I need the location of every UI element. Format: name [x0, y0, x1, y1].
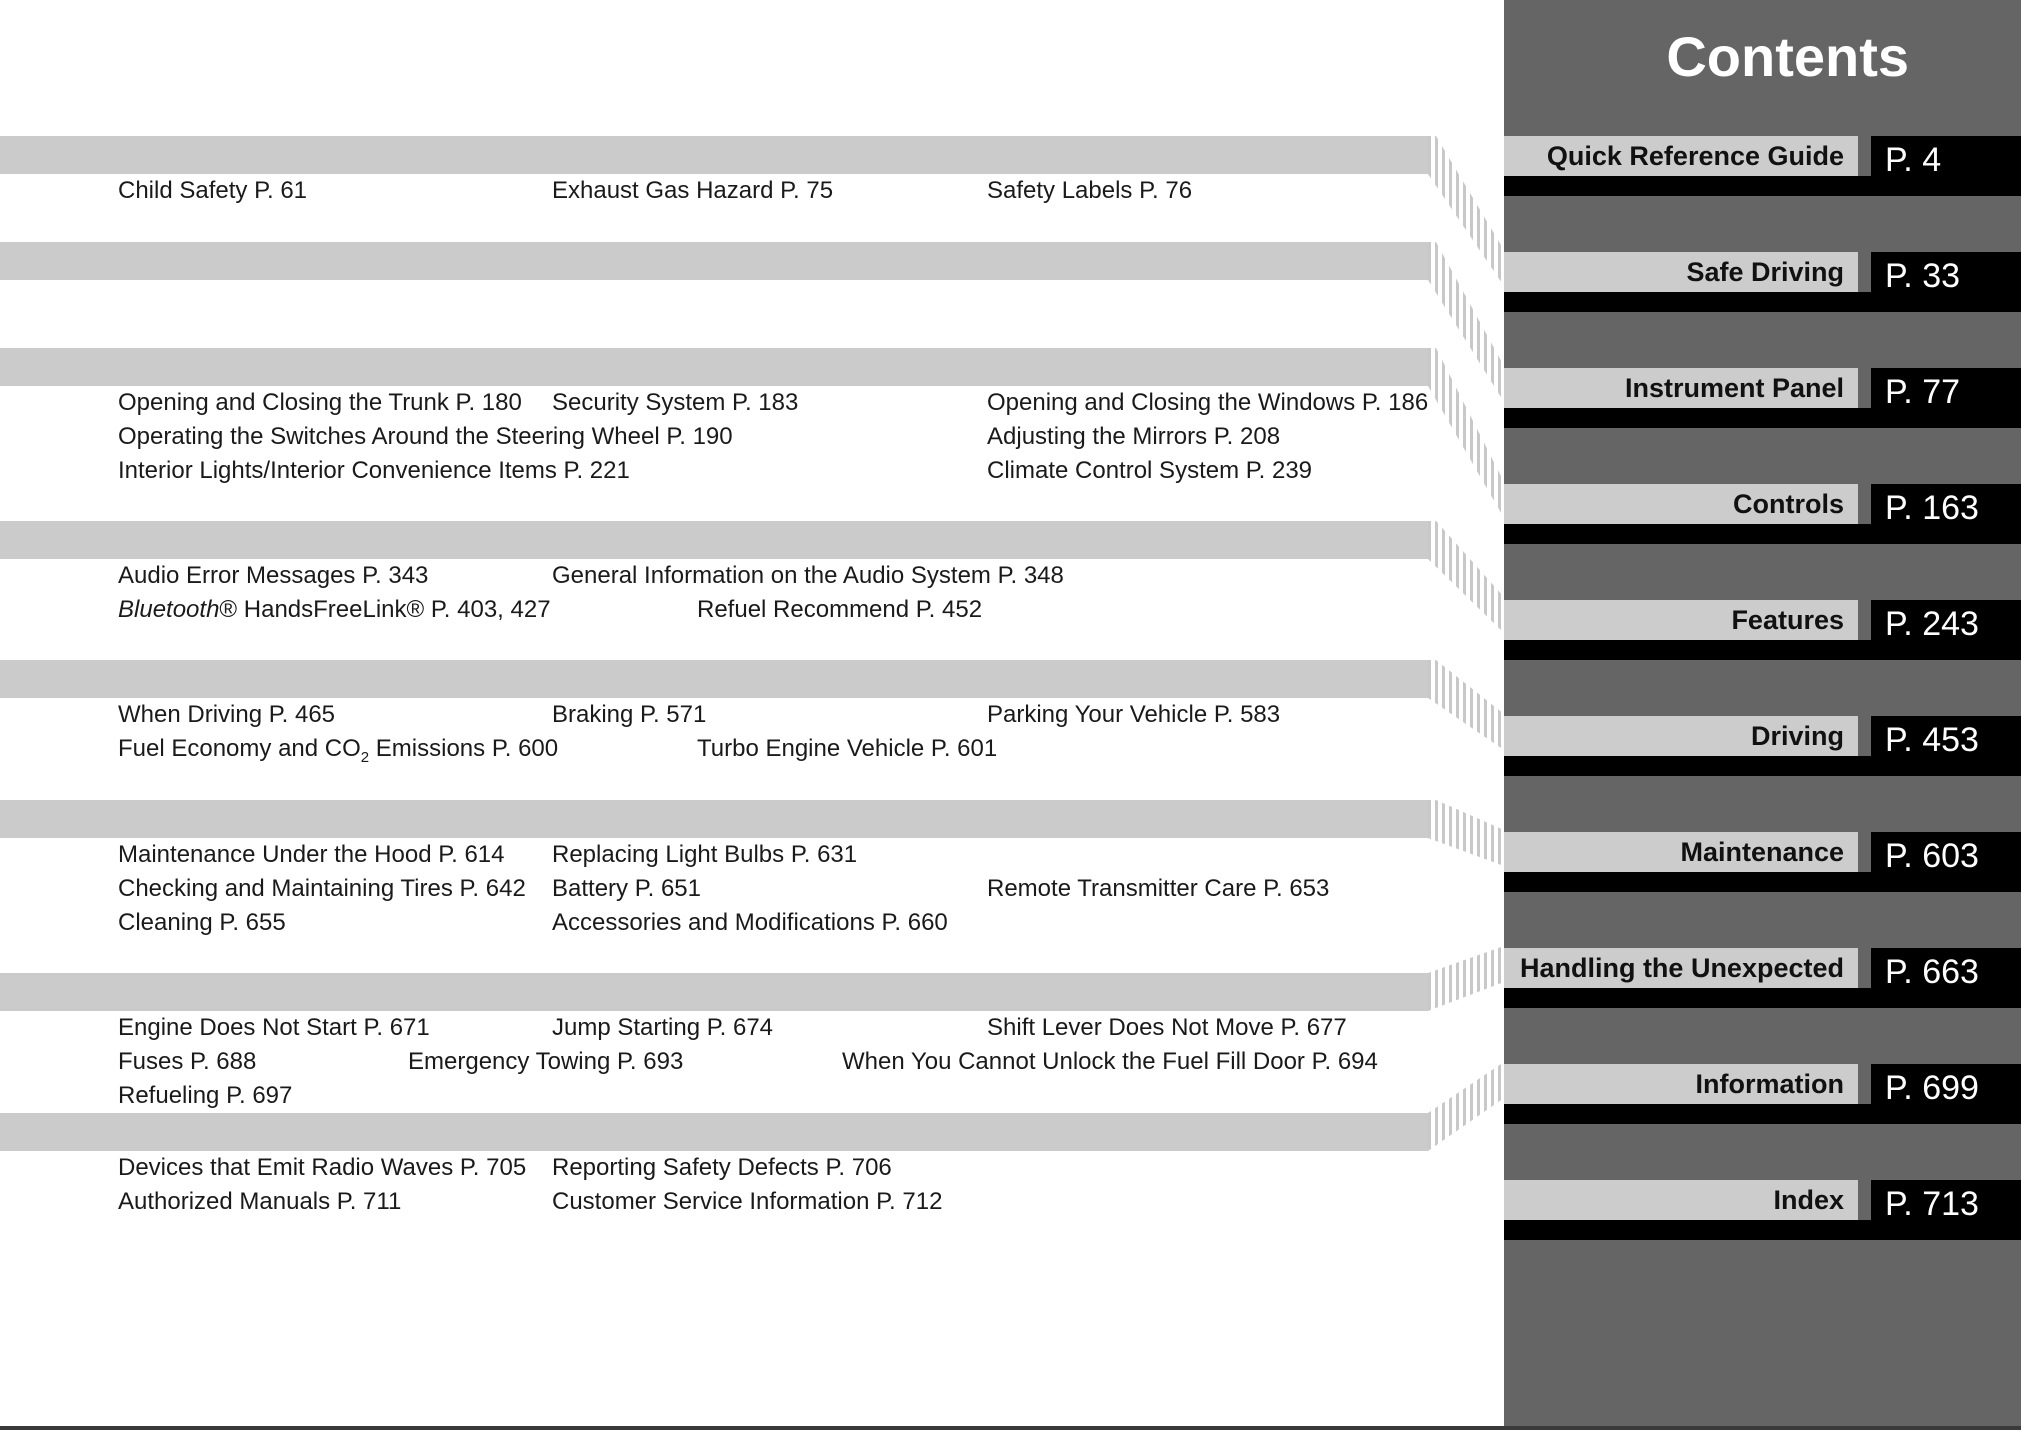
connector-features: [1428, 521, 1504, 633]
connector-information: [1428, 1062, 1504, 1151]
tab-label: Quick Reference Guide: [1504, 136, 1858, 176]
entry-fuel-economy[interactable]: [118, 734, 558, 773]
tab-underline: [1504, 408, 1871, 428]
bluetooth-rest: ® HandsFreeLink® P. 403, 427: [219, 596, 551, 623]
entry-bluetooth-handsfreelink[interactable]: [118, 595, 551, 625]
tab-controls[interactable]: [1504, 484, 2021, 554]
entry-under-hood[interactable]: Maintenance Under the Hood P. 614: [118, 841, 505, 868]
tab-page-number: P. 4: [1871, 136, 2021, 196]
tab-underline: [1504, 988, 1871, 1008]
entry-interior-lights[interactable]: Interior Lights/Interior Convenience Items P. 221: [118, 457, 630, 484]
connector-maintenance: [1428, 800, 1504, 866]
entry-accessories[interactable]: Accessories and Modifications P. 660: [552, 909, 948, 936]
tab-label: Information: [1504, 1064, 1858, 1104]
entry-light-bulbs[interactable]: Replacing Light Bulbs P. 631: [552, 841, 858, 868]
entry-engine-does-not-start[interactable]: Engine Does Not Start P. 671: [118, 1014, 430, 1041]
co2-subscript: 2: [360, 748, 370, 766]
entry-security-system[interactable]: Security System P. 183: [552, 389, 799, 416]
page-bottom-rule: [0, 1426, 2021, 1430]
tab-underline: [1504, 524, 1871, 544]
entry-radio-waves[interactable]: Devices that Emit Radio Waves P. 705: [118, 1154, 527, 1181]
tab-index[interactable]: [1504, 1180, 2021, 1250]
entry-jump-starting[interactable]: Jump Starting P. 674: [552, 1014, 774, 1041]
entry-parking[interactable]: Parking Your Vehicle P. 583: [987, 701, 1281, 728]
tab-underline: [1504, 640, 1871, 660]
entry-battery[interactable]: Battery P. 651: [552, 875, 701, 902]
tab-page-number: P. 713: [1871, 1180, 2021, 1240]
tab-features[interactable]: [1504, 600, 2021, 670]
tab-handling-the-unexpected[interactable]: [1504, 948, 2021, 1018]
tab-instrument-panel[interactable]: [1504, 368, 2021, 438]
entry-customer-service[interactable]: Customer Service Information P. 712: [552, 1188, 943, 1215]
tab-underline: [1504, 1220, 1871, 1240]
tab-page-number: P. 243: [1871, 600, 2021, 660]
tab-label: Features: [1504, 600, 1858, 640]
entry-fuses[interactable]: Fuses P. 688: [118, 1048, 257, 1075]
tab-label: Controls: [1504, 484, 1858, 524]
contents-title: Contents: [1666, 25, 1909, 88]
entry-tires[interactable]: Checking and Maintaining Tires P. 642: [118, 875, 526, 902]
entry-windows[interactable]: Opening and Closing the Windows P. 186: [987, 389, 1429, 416]
tab-label: Instrument Panel: [1504, 368, 1858, 408]
tab-page-number: P. 163: [1871, 484, 2021, 544]
tab-page-number: P. 699: [1871, 1064, 2021, 1124]
contents-sidebar: [1504, 0, 2021, 1426]
entry-turbo-engine[interactable]: Turbo Engine Vehicle P. 601: [697, 735, 998, 762]
tab-label: Driving: [1504, 716, 1858, 756]
entry-audio-error-messages[interactable]: Audio Error Messages P. 343: [118, 562, 429, 589]
entry-fuel-fill-door[interactable]: When You Cannot Unlock the Fuel Fill Door P. 694: [842, 1048, 1378, 1075]
entry-exhaust-gas-hazard[interactable]: Exhaust Gas Hazard P. 75: [552, 177, 834, 204]
tab-label: Handling the Unexpected: [1504, 948, 1858, 988]
connector-handling: [1428, 946, 1504, 1011]
tab-underline: [1504, 756, 1871, 776]
tab-driving[interactable]: [1504, 716, 2021, 786]
entry-safety-labels[interactable]: Safety Labels P. 76: [987, 177, 1193, 204]
tab-label: Safe Driving: [1504, 252, 1858, 292]
emissions-text: Emissions P. 600: [369, 735, 559, 762]
tab-page-number: P. 603: [1871, 832, 2021, 892]
entry-authorized-manuals[interactable]: Authorized Manuals P. 711: [118, 1188, 402, 1215]
tab-maintenance[interactable]: [1504, 832, 2021, 902]
entry-mirrors[interactable]: Adjusting the Mirrors P. 208: [987, 423, 1281, 450]
entry-remote-transmitter[interactable]: Remote Transmitter Care P. 653: [987, 875, 1330, 902]
entry-when-driving[interactable]: When Driving P. 465: [118, 701, 336, 728]
tab-label: Index: [1504, 1180, 1858, 1220]
bluetooth-word: Bluetooth: [118, 596, 220, 623]
tab-underline: [1504, 176, 1871, 196]
tab-underline: [1504, 872, 1871, 892]
tab-underline: [1504, 1104, 1871, 1124]
connector-driving: [1428, 660, 1504, 750]
entry-audio-general-info[interactable]: General Information on the Audio System P. 348: [552, 562, 1064, 589]
tab-label: Maintenance: [1504, 832, 1858, 872]
entry-refueling[interactable]: Refueling P. 697: [118, 1082, 293, 1109]
entry-climate-control[interactable]: Climate Control System P. 239: [987, 457, 1313, 484]
tab-page-number: P. 77: [1871, 368, 2021, 428]
entry-cleaning[interactable]: Cleaning P. 655: [118, 909, 286, 936]
entry-shift-lever[interactable]: Shift Lever Does Not Move P. 677: [987, 1014, 1347, 1041]
tab-quick-reference-guide[interactable]: [1504, 136, 2021, 206]
entry-child-safety[interactable]: Child Safety P. 61: [118, 177, 308, 204]
tab-page-number: P. 663: [1871, 948, 2021, 1008]
entry-emergency-towing[interactable]: Emergency Towing P. 693: [408, 1048, 684, 1075]
fuel-economy-text: Fuel Economy and CO: [118, 735, 361, 762]
entry-trunk[interactable]: Opening and Closing the Trunk P. 180: [118, 389, 522, 416]
entry-steering-switches[interactable]: Operating the Switches Around the Steering Wheel P. 190: [118, 423, 733, 450]
tab-page-number: P. 453: [1871, 716, 2021, 776]
tab-underline: [1504, 292, 1871, 312]
entry-refuel-recommend[interactable]: Refuel Recommend P. 452: [697, 596, 983, 623]
tab-information[interactable]: [1504, 1064, 2021, 1134]
entry-braking[interactable]: Braking P. 571: [552, 701, 707, 728]
entry-safety-defects[interactable]: Reporting Safety Defects P. 706: [552, 1154, 892, 1181]
tab-safe-driving[interactable]: [1504, 252, 2021, 322]
tab-page-number: P. 33: [1871, 252, 2021, 312]
